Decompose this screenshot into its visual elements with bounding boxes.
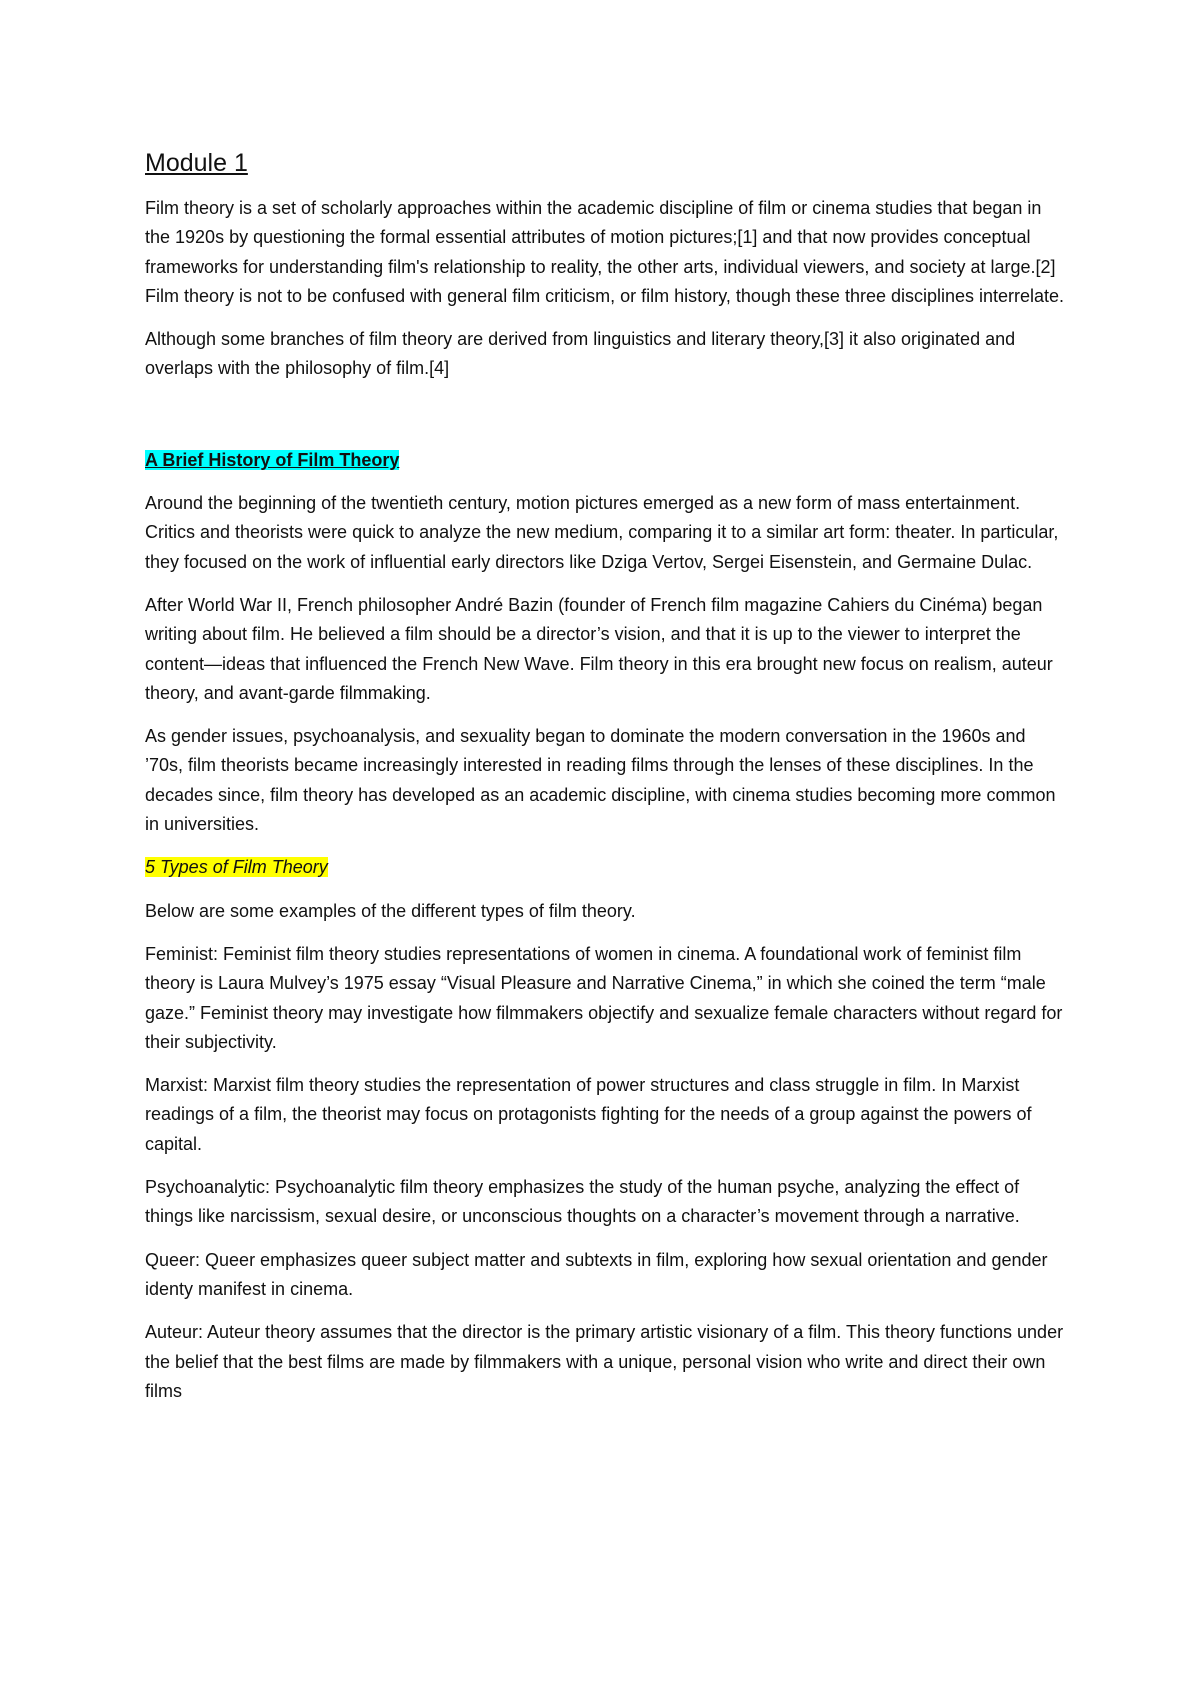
history-heading: A Brief History of Film Theory <box>145 449 400 470</box>
intro-paragraph: Film theory is a set of scholarly approaches within the academic discipline of film or cinema studies that began in the 1920s by questioning the formal essential attributes of motion pictures;[1] and that now provides conceptual frameworks for understanding film's relationship to reality, the other arts, individual viewers, and society at large.[2] Film theory is not to be confused with general film criticism, or film history, though these three disciplines interrelate. <box>145 198 1065 306</box>
type-item-queer: Queer: Queer emphasizes queer subject matter and subtexts in film, exploring how sexual orientation and gender identy manifest in cinema. <box>145 1249 1048 1299</box>
history-heading-line <box>145 446 1065 475</box>
types-heading: 5 Types of Film Theory <box>145 857 328 878</box>
history-paragraph: Around the beginning of the twentieth century, motion pictures emerged as a new form of mass entertainment. Critics and theorists were quick to analyze the new medium, comparing it to a similar art form: theater. In particular, they focused on the work of influential early directors like Dziga Vertov, Sergei Eisenstein, and Germaine Dulac. <box>145 493 1059 572</box>
module-title: Module 1 <box>145 149 248 177</box>
document-page <box>145 146 1065 1420</box>
intro-paragraph: Although some branches of film theory are derived from linguistics and literary theory,[3] it also originated and overlaps with the philosophy of film.[4] <box>145 329 1016 379</box>
history-paragraph: As gender issues, psychoanalysis, and sexuality began to dominate the modern conversation in the 1960s and ’70s, film theorists became increasingly interested in reading films through the lenses of these disciplines. In the decades since, film theory has developed as an academic discipline, with cinema studies becoming more common in universities. <box>145 726 1056 835</box>
history-paragraph: After World War II, French philosopher André Bazin (founder of French film magazine Cahiers du Cinéma) began writing about film. He believed a film should be a director’s vision, and that it is up to the viewer to interpret the content—ideas that influenced the French New Wave. Film theory in this era brought new focus on realism, auteur theory, and avant-garde filmmaking. <box>145 594 1053 703</box>
section-spacer <box>145 398 1065 446</box>
type-item-marxist: Marxist: Marxist film theory studies the representation of power structures and class struggle in film. In Marxist readings of a film, the theorist may focus on protagonists fighting for the needs of a group against the powers of capital. <box>145 1075 1032 1154</box>
type-item-psychoanalytic: Psychoanalytic: Psychoanalytic film theory emphasizes the study of the human psyche, analyzing the effect of things like narcissism, sexual desire, or unconscious thoughts on a character’s movement through a narrative. <box>145 1177 1020 1227</box>
types-intro: Below are some examples of the different types of film theory. <box>145 900 636 921</box>
type-item-auteur: Auteur: Auteur theory assumes that the director is the primary artistic visionary of a film. This theory functions under the belief that the best films are made by filmmakers with a unique, personal vision who write and direct their own films <box>145 1322 1064 1401</box>
types-heading-line <box>145 853 1065 882</box>
type-item-feminist: Feminist: Feminist film theory studies representations of women in cinema. A foundational work of feminist film theory is Laura Mulvey’s 1975 essay “Visual Pleasure and Narrative Cinema,” in which she coined the term “male gaze.” Feminist theory may investigate how filmmakers objectify and sexualize female characters without regard for their subjectivity. <box>145 943 1063 1052</box>
